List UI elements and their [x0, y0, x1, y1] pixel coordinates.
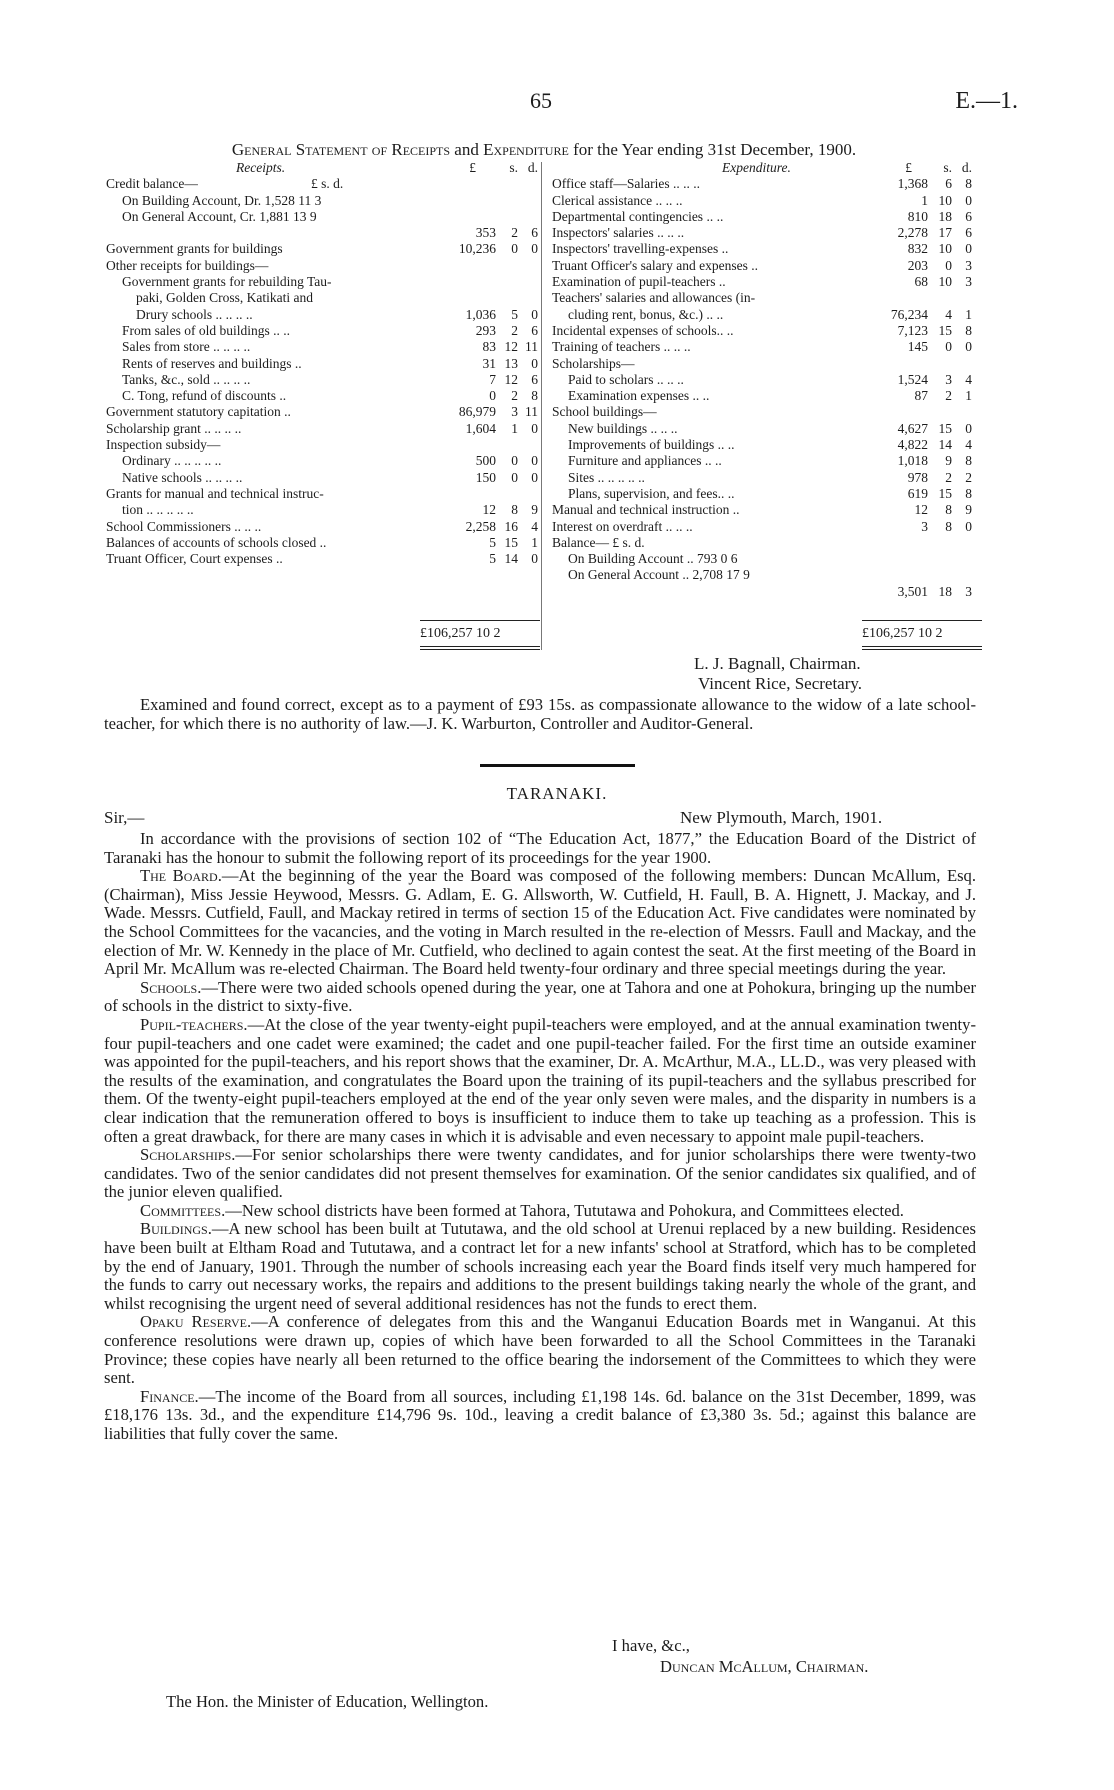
- table-row: [106, 551, 538, 567]
- audit-note: [104, 696, 976, 733]
- row-label: Tanks, &c., sold .. .. .. ..: [122, 371, 251, 387]
- pounds-cell: 4,627: [897, 420, 928, 436]
- place-date: New Plymouth, March, 1901.: [680, 808, 883, 827]
- pounds-cell: 293: [475, 322, 496, 338]
- paragraph-text: —New school districts have been formed at Tahora, Tututawa and Pohokura, and Committees elected.: [225, 1200, 904, 1220]
- row-label: Furniture and appliances .. ..: [568, 453, 722, 469]
- table-row: [106, 307, 538, 323]
- table-row: [552, 209, 982, 225]
- secretary-signature: Vincent Rice, Secretary.: [698, 674, 863, 693]
- pounds-cell: 145: [907, 339, 928, 355]
- row-label: Training of teachers .. .. ..: [552, 339, 691, 355]
- row-label: Paid to scholars .. .. ..: [568, 371, 684, 387]
- table-row: [552, 388, 982, 404]
- pounds-cell: 86,979: [458, 404, 496, 420]
- shillings-cell: 12: [504, 339, 518, 355]
- pence-cell: 6: [531, 225, 538, 241]
- receipts-table: [106, 160, 538, 567]
- shillings-cell: 18: [938, 208, 952, 224]
- table-row: [106, 486, 538, 502]
- pence-cell: 0: [531, 551, 538, 567]
- receipts-double-rule-2: [420, 649, 540, 650]
- currency-header-s: s.: [943, 160, 952, 175]
- salutation: Sir,—: [104, 808, 145, 827]
- shillings-cell: 15: [938, 485, 952, 501]
- report-paragraph: [104, 1202, 976, 1221]
- table-row: [552, 502, 982, 518]
- pounds-cell: 12: [914, 502, 928, 518]
- expenditure-double-rule-1: [862, 646, 982, 647]
- shillings-cell: 18: [938, 583, 952, 599]
- currency-header-d: d.: [527, 160, 538, 175]
- shillings-cell: 15: [504, 534, 518, 550]
- row-label: cluding rent, bonus, &c.) .. ..: [568, 306, 724, 322]
- report-paragraph: [104, 1146, 976, 1202]
- row-label: Rents of reserves and buildings ..: [122, 355, 302, 371]
- receipts-total: £106,257 10 2: [420, 626, 501, 641]
- table-row: [552, 193, 982, 209]
- table-row: [552, 290, 982, 306]
- report-body: [104, 830, 976, 1444]
- shillings-cell: 3: [511, 404, 518, 420]
- chairman-signature: L. J. Bagnall, Chairman.: [694, 654, 861, 673]
- receipts-total-rule: [420, 620, 540, 621]
- pounds-cell: 1,036: [465, 306, 496, 322]
- row-label: Plans, supervision, and fees.. ..: [568, 485, 735, 501]
- receipts-double-rule-1: [420, 646, 540, 647]
- table-row: [552, 241, 982, 257]
- pence-cell: 1: [531, 534, 538, 550]
- pence-cell: 9: [531, 502, 538, 518]
- pounds-cell: 10,236: [458, 241, 496, 257]
- pounds-cell: 1,604: [465, 420, 496, 436]
- expenditure-total: £106,257 10 2: [862, 626, 943, 641]
- shillings-cell: 15: [938, 420, 952, 436]
- audit-note-text: Examined and found correct, except as to a payment of £93 15s. as compassionate allowance to the widow of a late school-teacher, for which there is no authority of law.—J. K. Warburton, Controller and Auditor-General.: [104, 695, 976, 733]
- shillings-cell: 12: [504, 371, 518, 387]
- table-row: [552, 225, 982, 241]
- paragraph-text: —The income of the Board from all sources, including £1,198 14s. 6d. balance on the 31st December, 1899, was £18,176 13s. 3d., and the expenditure £14,796 9s. 10d., leaving a credit balance of £3,380 3s. 5d.; against this balance are liabilities that fully cover the same.: [104, 1386, 976, 1443]
- report-paragraph: [104, 1016, 976, 1146]
- currency-header-d: d.: [961, 160, 972, 175]
- shillings-cell: 8: [945, 518, 952, 534]
- row-label: Ordinary .. .. .. .. ..: [122, 453, 222, 469]
- report-paragraph: [104, 830, 976, 867]
- pence-cell: 8: [965, 453, 972, 469]
- pounds-cell: 1,368: [897, 176, 928, 192]
- pounds-cell: 353: [475, 225, 496, 241]
- row-label: Inspection subsidy—: [106, 437, 221, 453]
- report-paragraph: [104, 867, 976, 979]
- pence-cell: 0: [965, 518, 972, 534]
- table-row: [106, 519, 538, 535]
- paragraph-text: —A conference of delegates from this and the Wanganui Education Boards met in Wanganui. At this conference resolutions were drawn up, copies of which have been forwarded to all the School Committees in the Taranaki Province; these copies have nearly all been returned to the office bearing the indorsement of the Committees to which they were sent.: [104, 1312, 976, 1388]
- expenditure-heading-row: [552, 160, 982, 176]
- expenditure-double-rule-2: [862, 649, 982, 650]
- row-label: On General Account, Cr. 1,881 13 9: [122, 208, 317, 224]
- table-row: [552, 470, 982, 486]
- pounds-cell: 7,123: [897, 322, 928, 338]
- statement-title: [104, 140, 984, 160]
- report-paragraph: [104, 1313, 976, 1387]
- pounds-cell: 832: [907, 241, 928, 257]
- row-label: paki, Golden Cross, Katikati and: [136, 290, 313, 306]
- row-label: New buildings .. .. ..: [568, 420, 678, 436]
- pence-cell: 0: [965, 339, 972, 355]
- table-row: [106, 323, 538, 339]
- expenditure-total-rule: [862, 620, 982, 621]
- table-row: [106, 290, 538, 306]
- pence-cell: 0: [965, 192, 972, 208]
- pence-cell: 0: [531, 306, 538, 322]
- pence-cell: 0: [531, 355, 538, 371]
- shillings-cell: 14: [938, 437, 952, 453]
- row-label: Departmental contingencies .. ..: [552, 208, 724, 224]
- row-label: C. Tong, refund of discounts ..: [122, 388, 287, 404]
- row-label: On Building Account, Dr. 1,528 11 3: [122, 192, 322, 208]
- row-label: Sales from store .. .. .. ..: [122, 339, 251, 355]
- table-row: [106, 176, 538, 192]
- shillings-cell: 2: [511, 225, 518, 241]
- row-label: Office staff—Salaries .. .. ..: [552, 176, 700, 192]
- table-row: [552, 323, 982, 339]
- pence-cell: 0: [965, 241, 972, 257]
- shillings-cell: 0: [945, 257, 952, 273]
- table-row: [106, 388, 538, 404]
- table-row: [106, 421, 538, 437]
- pounds-cell: 1,018: [897, 453, 928, 469]
- paragraph-heading: Finance.: [140, 1386, 199, 1406]
- title-part-2: and: [450, 140, 484, 159]
- table-row: [552, 372, 982, 388]
- paragraph-text: In accordance with the provisions of section 102 of “The Education Act, 1877,” the Education Board of the District of Taranaki has the honour to submit the following report of its proceedings for the year 1900.: [104, 829, 976, 867]
- pence-cell: 6: [965, 208, 972, 224]
- title-part-3: Expenditure: [483, 140, 569, 159]
- table-row: [106, 404, 538, 420]
- paragraph-text: —At the beginning of the year the Board was composed of the following members: Duncan McAllum, Esq. (Chairman), Miss Jessie Heywood, Messrs. G. Adlam, E. G. Allsworth, W. Cutfield, H. Faull, B. A. Hignett, J. Mackay, and J. Wade. Messrs. Cutfield, Faull, and Mackay retired in terms of section 15 of the Education Act. Five candidates were nominated by the School Committees for the vacancies, and the voting in March resulted in the re-election of Messrs. Faull and Mackay, and the election of Mr. W. Kennedy in the place of Mr. Cutfield, who declined to again contest the seat. At the first meeting of the Board in April Mr. McAllum was re-elected Chairman. The Board held twenty-four ordinary and three special meetings during the year.: [104, 866, 977, 979]
- table-row: [106, 193, 538, 209]
- row-label: Incidental expenses of schools.. ..: [552, 322, 734, 338]
- row-label: Examination expenses .. ..: [568, 388, 710, 404]
- row-label: Scholarship grant .. .. .. ..: [106, 420, 242, 436]
- table-row: [552, 535, 982, 551]
- pounds-cell: 4,822: [897, 437, 928, 453]
- shillings-cell: 2: [945, 469, 952, 485]
- row-label: Teachers' salaries and allowances (in-: [552, 290, 756, 306]
- shillings-cell: 13: [504, 355, 518, 371]
- pounds-cell: 0: [489, 388, 496, 404]
- expenditure-table: [552, 160, 982, 600]
- shillings-cell: 0: [511, 469, 518, 485]
- table-row: [106, 470, 538, 486]
- pounds-cell: 87: [914, 388, 928, 404]
- document-reference: E.—1.: [955, 88, 1018, 114]
- pence-cell: 3: [965, 274, 972, 290]
- row-label: Inspectors' salaries .. .. ..: [552, 225, 685, 241]
- table-row: [552, 551, 982, 567]
- table-row: [106, 241, 538, 257]
- table-row: [552, 584, 982, 600]
- pence-cell: 0: [965, 420, 972, 436]
- paragraph-heading: Committees.: [140, 1200, 226, 1220]
- pence-cell: 2: [965, 469, 972, 485]
- pence-cell: 0: [531, 420, 538, 436]
- table-row: [552, 453, 982, 469]
- shillings-cell: 2: [511, 322, 518, 338]
- pence-cell: 6: [531, 371, 538, 387]
- pounds-cell: 150: [475, 469, 496, 485]
- receipts-rows: [106, 176, 538, 567]
- shillings-cell: 2: [511, 388, 518, 404]
- pence-cell: 11: [525, 404, 538, 420]
- table-row: [552, 176, 982, 192]
- table-row: [106, 209, 538, 225]
- table-row: [106, 535, 538, 551]
- title-part-1: General Statement of Receipts: [231, 140, 451, 159]
- shillings-cell: 5: [511, 306, 518, 322]
- closing: I have, &c.,: [612, 1636, 690, 1655]
- page-number: 65: [530, 88, 552, 113]
- pounds-cell: 1: [921, 192, 928, 208]
- pounds-cell: 1,524: [897, 371, 928, 387]
- title-part-4: for the Year ending 31st December, 1900.: [568, 140, 857, 159]
- row-label: Drury schools .. .. .. ..: [136, 306, 253, 322]
- shillings-cell: 1: [511, 420, 518, 436]
- pence-cell: 4: [965, 371, 972, 387]
- pence-cell: 3: [965, 583, 972, 599]
- pounds-cell: 5: [489, 534, 496, 550]
- table-row: [106, 502, 538, 518]
- table-row: [106, 437, 538, 453]
- paragraph-heading: Pupil-teachers.: [140, 1014, 248, 1034]
- shillings-cell: 9: [945, 453, 952, 469]
- row-label: Truant Officer's salary and expenses ..: [552, 257, 759, 273]
- pounds-cell: 12: [482, 502, 496, 518]
- row-label: Inspectors' travelling-expenses ..: [552, 241, 729, 257]
- row-label: Government grants for rebuilding Tau-: [122, 274, 332, 290]
- shillings-cell: 10: [938, 192, 952, 208]
- row-label: Native schools .. .. .. ..: [122, 469, 243, 485]
- paragraph-heading: Buildings.: [140, 1219, 212, 1239]
- currency-header-pound: £: [469, 160, 476, 175]
- row-label: Sites .. .. .. .. ..: [568, 469, 645, 485]
- shillings-cell: 10: [938, 274, 952, 290]
- paragraph-heading: Scholarships.: [140, 1145, 236, 1165]
- row-label: Balance— £ s. d.: [552, 534, 645, 550]
- row-label: School Commissioners .. .. ..: [106, 518, 262, 534]
- row-label: Manual and technical instruction ..: [552, 502, 740, 518]
- row-label: Balances of accounts of schools closed ..: [106, 534, 327, 550]
- pence-cell: 9: [965, 502, 972, 518]
- shillings-cell: 4: [945, 306, 952, 322]
- report-paragraph: [104, 1220, 976, 1313]
- pence-cell: 1: [965, 306, 972, 322]
- pence-cell: 4: [965, 437, 972, 453]
- pounds-cell: 500: [475, 453, 496, 469]
- paragraph-text: —For senior scholarships there were twenty candidates, and for junior scholarships there were twenty-two candidates. Two of the senior candidates did not present themselves for examination. Of the senior candidates six qualified, and of the junior eleven qualified.: [104, 1145, 976, 1202]
- shillings-cell: 0: [945, 339, 952, 355]
- pounds-cell: 2,278: [897, 225, 928, 241]
- row-label: Other receipts for buildings—: [106, 257, 269, 273]
- pence-cell: 0: [531, 469, 538, 485]
- row-label: Government grants for buildings: [106, 241, 283, 257]
- paragraph-text: —A new school has been built at Tututawa, and the old school at Urenui replaced by a new building. Residences have been built at Eltham Road and Tututawa, and a contract let for a new infants' school at Stratford, which has to be completed by the end of January, 1901. Through the number of schools increasing each year the Board finds itself very much hampered for the funds to carry out necessary works, the repairs and additions to the present buildings taking nearly the whole of the grant, and whilst recognising the urgent need of several additional residences has not the funds to erect them.: [104, 1219, 976, 1313]
- table-row: [106, 356, 538, 372]
- pounds-cell: 31: [482, 355, 496, 371]
- table-row: [552, 274, 982, 290]
- row-label: Scholarships—: [552, 355, 635, 371]
- row-label: Improvements of buildings .. ..: [568, 437, 735, 453]
- row-label: Credit balance—: [106, 176, 198, 192]
- pounds-cell: 83: [482, 339, 496, 355]
- currency-subheader: £ s. d.: [311, 176, 344, 192]
- report-paragraph: [104, 1388, 976, 1444]
- pounds-cell: 619: [907, 485, 928, 501]
- row-label: Truant Officer, Court expenses ..: [106, 551, 283, 567]
- row-label: tion .. .. .. .. ..: [122, 502, 194, 518]
- shillings-cell: 10: [938, 241, 952, 257]
- pence-cell: 0: [531, 453, 538, 469]
- pounds-cell: 2,258: [465, 518, 496, 534]
- pounds-cell: 810: [907, 208, 928, 224]
- row-label: On Building Account .. 793 0 6: [568, 551, 738, 567]
- table-row: [552, 567, 982, 583]
- row-label: Grants for manual and technical instruc-: [106, 485, 324, 501]
- paragraph-heading: Opaku Reserve.: [140, 1312, 252, 1332]
- pence-cell: 8: [531, 388, 538, 404]
- addressee: The Hon. the Minister of Education, Wellington.: [166, 1692, 489, 1711]
- row-label: School buildings—: [552, 404, 657, 420]
- row-label: On General Account .. 2,708 17 9: [568, 567, 750, 583]
- pence-cell: 4: [531, 518, 538, 534]
- shillings-cell: 0: [511, 241, 518, 257]
- receipts-heading: Receipts.: [236, 160, 286, 175]
- pounds-cell: 978: [907, 469, 928, 485]
- row-label: Government statutory capitation ..: [106, 404, 291, 420]
- shillings-cell: 14: [504, 551, 518, 567]
- pounds-cell: 7: [489, 371, 496, 387]
- pounds-cell: 3,501: [897, 583, 928, 599]
- signatory: Duncan McAllum, Chairman.: [660, 1657, 869, 1676]
- pence-cell: 8: [965, 322, 972, 338]
- pence-cell: 1: [965, 388, 972, 404]
- report-paragraph: [104, 979, 976, 1016]
- shillings-cell: 16: [504, 518, 518, 534]
- paragraph-text: —There were two aided schools opened during the year, one at Tahora and one at Pohokura, bringing up the number of schools in the district to sixty-five.: [104, 977, 976, 1016]
- paragraph-text: —At the close of the year twenty-eight pupil-teachers were employed, and at the annual examination twenty-four pupil-teachers and one cadet were examined; the cadet and one pupil-teacher failed. For the first time an outside examiner was appointed for the pupil-teachers, and his report shows that the examiner, Dr. A. McArthur, M.A., LL.D., was very pleased with the results of the examination, and congratulates the Board upon the training of its pupil-teachers and the syllabus prescribed for them. Of the twenty-eight pupil-teachers employed at the end of the year only seven were males, and the disparity in numbers is a clear indication that the remuneration offered to boys is insufficient to induce them to take up teaching as a profession. This is often a great drawback, for there are many cases in which it is advisable and even necessary to appoint male pupil-teachers.: [104, 1014, 976, 1146]
- pence-cell: 6: [531, 322, 538, 338]
- row-label: Clerical assistance .. .. ..: [552, 192, 683, 208]
- table-row: [552, 421, 982, 437]
- table-row: [106, 258, 538, 274]
- row-label: From sales of old buildings .. ..: [122, 322, 290, 338]
- table-row: [106, 225, 538, 241]
- paragraph-heading: Schools.: [140, 977, 202, 997]
- shillings-cell: 8: [945, 502, 952, 518]
- table-row: [106, 339, 538, 355]
- pence-cell: 3: [965, 257, 972, 273]
- pence-cell: 11: [525, 339, 538, 355]
- table-row: [106, 274, 538, 290]
- expenditure-rows: [552, 176, 982, 600]
- currency-header-pound: £: [905, 160, 912, 175]
- pence-cell: 8: [965, 176, 972, 192]
- shillings-cell: 15: [938, 322, 952, 338]
- table-row: [106, 453, 538, 469]
- shillings-cell: 3: [945, 371, 952, 387]
- table-row: [552, 486, 982, 502]
- table-row: [552, 307, 982, 323]
- pounds-cell: 203: [907, 257, 928, 273]
- table-row: [552, 339, 982, 355]
- pounds-cell: 76,234: [890, 306, 928, 322]
- table-row: [552, 404, 982, 420]
- shillings-cell: 8: [511, 502, 518, 518]
- shillings-cell: 0: [511, 453, 518, 469]
- pounds-cell: 68: [914, 274, 928, 290]
- expenditure-heading: Expenditure.: [722, 160, 791, 175]
- pence-cell: 8: [965, 485, 972, 501]
- table-row: [552, 356, 982, 372]
- shillings-cell: 6: [945, 176, 952, 192]
- paragraph-heading: The Board.: [140, 866, 222, 886]
- section-divider: [480, 764, 635, 767]
- table-row: [552, 258, 982, 274]
- table-row: [552, 437, 982, 453]
- shillings-cell: 17: [938, 225, 952, 241]
- table-row: [552, 519, 982, 535]
- report-title: TARANAKI.: [506, 784, 608, 803]
- pence-cell: 6: [965, 225, 972, 241]
- table-row: [106, 372, 538, 388]
- row-label: Interest on overdraft .. .. ..: [552, 518, 693, 534]
- currency-header-s: s.: [509, 160, 518, 175]
- receipts-heading-row: [106, 160, 538, 176]
- row-label: Examination of pupil-teachers ..: [552, 274, 726, 290]
- pence-cell: 0: [531, 241, 538, 257]
- pounds-cell: 3: [921, 518, 928, 534]
- pounds-cell: 5: [489, 551, 496, 567]
- column-divider: [541, 162, 542, 650]
- shillings-cell: 2: [945, 388, 952, 404]
